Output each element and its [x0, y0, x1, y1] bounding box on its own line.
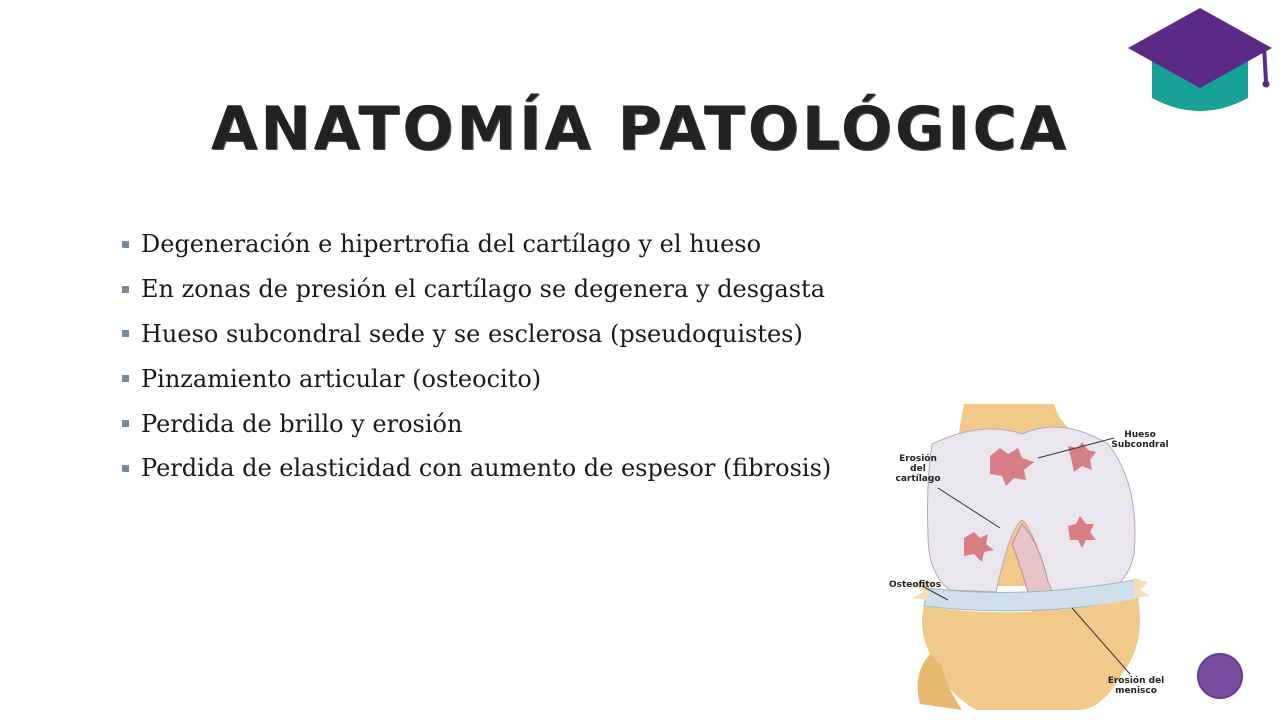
knee-joint-illustration — [872, 404, 1172, 710]
bullet-marker-icon — [122, 420, 129, 427]
slide-title: ANATOMÍA PATOLÓGICA — [210, 94, 1070, 164]
bullet-text: Hueso subcondral sede y se esclerosa (pseudoquistes) — [141, 319, 803, 348]
bullet-marker-icon — [122, 241, 129, 248]
bullet-item — [122, 356, 912, 401]
bullet-marker-icon — [122, 286, 129, 293]
bullet-text: En zonas de presión el cartílago se degenera y desgasta — [141, 275, 826, 304]
bullet-item — [122, 401, 912, 446]
bullet-text: Pinzamiento articular (osteocito) — [141, 364, 542, 393]
bullet-item — [122, 446, 912, 491]
bullet-marker-icon — [122, 465, 129, 472]
label-erosion-cartilago: Erosión del cartílago — [895, 454, 941, 484]
label-osteofitos: Osteofitos — [888, 580, 942, 590]
label-erosion-menisco: Erosión del menisco — [1107, 676, 1165, 696]
bullet-marker-icon — [122, 375, 129, 382]
bullet-text: Perdida de brillo y erosión — [141, 409, 463, 438]
bullet-list — [122, 222, 912, 491]
bullet-marker-icon — [122, 330, 129, 337]
bullet-text: Perdida de elasticidad con aumento de espesor (fibrosis) — [141, 454, 832, 483]
slide-number-badge — [1197, 653, 1243, 699]
label-hueso-subcondral: Hueso Subcondral — [1111, 430, 1169, 450]
bullet-item — [122, 222, 912, 267]
bullet-item — [122, 312, 912, 357]
bullet-item — [122, 267, 912, 312]
bullet-text: Degeneración e hipertrofia del cartílago y el hueso — [141, 230, 762, 259]
